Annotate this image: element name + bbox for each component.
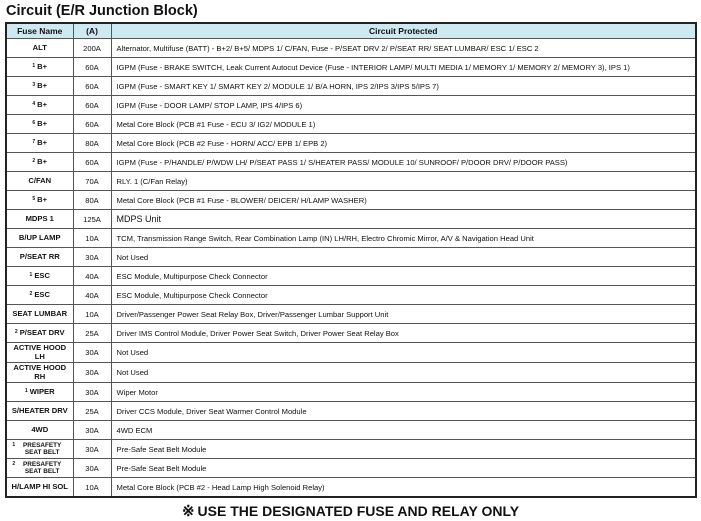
fuse-name-wrap [7, 233, 73, 244]
circuit-protected: Not Used [111, 248, 696, 267]
fuse-name: MDPS 1 [25, 213, 54, 223]
fuse-index: 7 [32, 138, 36, 145]
fuse-name-wrap [7, 290, 73, 301]
circuit-protected: Pre-Safe Seat Belt Module [111, 459, 696, 478]
circuit-protected: Driver/Passenger Power Seat Relay Box, Driver/Passenger Lumbar Support Unit [111, 305, 696, 324]
circuit-protected: TCM, Transmission Range Switch, Rear Combination Lamp (IN) LH/RH, Electro Chromic Mirror, A/V & Navigation Head Unit [111, 229, 696, 248]
fuse-index: 3 [32, 81, 36, 88]
fuse-index: 1 [29, 271, 33, 278]
page-title: Circuit (E/R Junction Block) [6, 3, 198, 19]
fuse-name-cell [6, 421, 73, 440]
circuit-protected: IGPM (Fuse - BRAKE SWITCH, Leak Current Autocut Device (Fuse - INTERIOR LAMP/ MULTI MEDIA 1/ MEMORY 1/ MEMORY 2/ MEMORY 3), IPS 1) [111, 58, 696, 77]
fuse-name-cell [6, 210, 73, 229]
table-header-row [6, 23, 696, 39]
fuse-name: S/HEATER DRV [11, 405, 68, 415]
fuse-name-cell [6, 440, 73, 459]
circuit-protected: IGPM (Fuse - SMART KEY 1/ SMART KEY 2/ MODULE 1/ B/A HORN, IPS 2/IPS 3/IPS 5/IPS 7) [111, 77, 696, 96]
table-row [6, 383, 696, 402]
fuse-name-cell [6, 191, 73, 210]
fuse-name-cell [6, 459, 73, 478]
fuse-name-cell [6, 286, 73, 305]
fuse-name-wrap [7, 157, 73, 168]
circuit-protected: ESC Module, Multipurpose Check Connector [111, 267, 696, 286]
fuse-ampere: 30A [73, 459, 111, 478]
fuse-name-cell [6, 229, 73, 248]
table-row [6, 248, 696, 267]
fuse-name: ALT [32, 42, 47, 52]
fuse-name-wrap [7, 460, 73, 477]
fuse-name: P/SEAT DRV [19, 327, 65, 337]
fuse-name-cell [6, 478, 73, 498]
fuse-index: 2 [12, 460, 16, 467]
table-row [6, 402, 696, 421]
fuse-name-cell [6, 383, 73, 402]
fuse-name-wrap [7, 343, 73, 362]
circuit-protected: Metal Core Block (PCB #2 - Head Lamp High Solenoid Relay) [111, 478, 696, 498]
fuse-name-wrap [7, 271, 73, 282]
fuse-name-wrap [7, 406, 73, 417]
fuse-name: P/SEAT RR [19, 251, 60, 261]
table-row [6, 39, 696, 58]
table-row [6, 459, 696, 478]
circuit-protected: ESC Module, Multipurpose Check Connector [111, 286, 696, 305]
fuse-name-cell [6, 402, 73, 421]
fuse-name-wrap [7, 195, 73, 206]
fuse-ampere: 60A [73, 115, 111, 134]
fuse-ampere: 60A [73, 77, 111, 96]
header-fuse-name: Fuse Name [6, 23, 73, 39]
fuse-index: 6 [32, 119, 36, 126]
fuse-ampere: 80A [73, 191, 111, 210]
fuse-name: B/UP LAMP [18, 232, 61, 242]
fuse-ampere: 30A [73, 440, 111, 459]
table-row [6, 210, 696, 229]
circuit-protected: Driver CCS Module, Driver Seat Warmer Control Module [111, 402, 696, 421]
table-row [6, 286, 696, 305]
fuse-name-wrap [7, 119, 73, 130]
fuse-name-wrap [7, 214, 73, 225]
fuse-ampere: 10A [73, 305, 111, 324]
fuse-ampere: 30A [73, 248, 111, 267]
fuse-name-wrap [7, 309, 73, 320]
fuse-ampere: 200A [73, 39, 111, 58]
fuse-name-wrap [7, 387, 73, 398]
table-row [6, 134, 696, 153]
fuse-name-wrap [7, 176, 73, 187]
circuit-protected: Alternator, Multifuse (BATT) - B+2/ B+5/ MDPS 1/ C/FAN, Fuse - P/SEAT DRV 2/ P/SEAT RR/ SEAT LUMBAR/ ESC 1/ ESC 2 [111, 39, 696, 58]
fuse-ampere: 40A [73, 286, 111, 305]
fuse-name-cell [6, 96, 73, 115]
fuse-name: ACTIVE HOOD LH [13, 343, 67, 361]
fuse-index: 2 [29, 290, 33, 297]
fuse-ampere: 10A [73, 478, 111, 498]
fuse-name: 4WD [31, 424, 49, 434]
fuse-index: 5 [32, 195, 36, 202]
circuit-protected: Pre-Safe Seat Belt Module [111, 440, 696, 459]
fuse-name-wrap [7, 363, 73, 382]
fuse-name: ESC [34, 289, 50, 299]
table-row [6, 229, 696, 248]
table-row [6, 324, 696, 343]
circuit-protected: Not Used [111, 363, 696, 383]
fuse-ampere: 60A [73, 58, 111, 77]
fuse-index: 1 [12, 441, 16, 448]
header-ampere: (A) [73, 23, 111, 39]
fuse-name: ESC [34, 270, 50, 280]
fuse-ampere: 60A [73, 153, 111, 172]
fuse-ampere: 30A [73, 343, 111, 363]
fuse-name-wrap [7, 482, 73, 493]
fuse-name: SEAT LUMBAR [12, 308, 68, 318]
fuse-index: 2 [32, 157, 36, 164]
table-row [6, 77, 696, 96]
fuse-index: 4 [32, 100, 36, 107]
fuse-name: B+ [37, 61, 48, 71]
fuse-name-cell [6, 153, 73, 172]
circuit-protected: Metal Core Block (PCB #2 Fuse - HORN/ ACC/ EPB 1/ EPB 2) [111, 134, 696, 153]
fuse-ampere: 30A [73, 421, 111, 440]
fuse-ampere: 60A [73, 96, 111, 115]
circuit-protected: IGPM (Fuse - P/HANDLE/ P/WDW LH/ P/SEAT PASS 1/ S/HEATER PASS/ MODULE 10/ SUNROOF/ P/DOOR DRV/ P/DOOR PASS) [111, 153, 696, 172]
fuse-table [5, 22, 697, 498]
table-row [6, 115, 696, 134]
fuse-ampere: 70A [73, 172, 111, 191]
circuit-protected: IGPM (Fuse - DOOR LAMP/ STOP LAMP, IPS 4/IPS 6) [111, 96, 696, 115]
fuse-ampere: 25A [73, 324, 111, 343]
fuse-ampere: 30A [73, 363, 111, 383]
fuse-name-cell [6, 343, 73, 363]
header-circuit-protected: Circuit Protected [111, 23, 696, 39]
circuit-protected: RLY. 1 (C/Fan Relay) [111, 172, 696, 191]
fuse-name-cell [6, 39, 73, 58]
circuit-protected: Wiper Motor [111, 383, 696, 402]
circuit-protected: Metal Core Block (PCB #1 Fuse - BLOWER/ DEICER/ H/LAMP WASHER) [111, 191, 696, 210]
fuse-name-cell [6, 58, 73, 77]
table-row [6, 440, 696, 459]
fuse-name-cell [6, 115, 73, 134]
circuit-protected: Not Used [111, 343, 696, 363]
table-row [6, 172, 696, 191]
fuse-name-wrap [7, 138, 73, 149]
fuse-name-wrap [7, 328, 73, 339]
fuse-name-cell [6, 77, 73, 96]
fuse-name: H/LAMP HI SOL [11, 481, 68, 491]
fuse-name: B+ [37, 99, 48, 109]
fuse-name: B+ [37, 80, 48, 90]
fuse-name-wrap [7, 43, 73, 54]
fuse-ampere: 80A [73, 134, 111, 153]
fuse-name-wrap [7, 100, 73, 111]
fuse-ampere: 25A [73, 402, 111, 421]
fuse-name: PRESAFETY SEAT BELT [22, 460, 62, 475]
reference-mark-icon: ※ [181, 503, 195, 520]
fuse-name-cell [6, 134, 73, 153]
fuse-name-cell [6, 267, 73, 286]
circuit-protected: MDPS Unit [111, 210, 696, 229]
fuse-name: PRESAFETY SEAT BELT [22, 441, 62, 456]
table-row [6, 267, 696, 286]
fuse-name-wrap [7, 62, 73, 73]
table-row [6, 58, 696, 77]
circuit-protected: Driver IMS Control Module, Driver Power Seat Switch, Driver Power Seat Relay Box [111, 324, 696, 343]
fuse-name: B+ [37, 194, 48, 204]
fuse-name-wrap [7, 252, 73, 263]
fuse-name-cell [6, 363, 73, 383]
fuse-name: B+ [37, 137, 48, 147]
fuse-name-cell [6, 248, 73, 267]
fuse-ampere: 10A [73, 229, 111, 248]
fuse-index: 1 [24, 387, 28, 394]
table-row [6, 421, 696, 440]
table-row [6, 153, 696, 172]
circuit-protected: 4WD ECM [111, 421, 696, 440]
fuse-name-cell [6, 324, 73, 343]
table-row [6, 96, 696, 115]
fuse-name-wrap [7, 425, 73, 436]
fuse-name: WIPER [29, 386, 55, 396]
fuse-index: 2 [14, 328, 18, 335]
footer-notice [0, 502, 701, 521]
fuse-name: ACTIVE HOOD RH [13, 363, 67, 381]
footer-text: USE THE DESIGNATED FUSE AND RELAY ONLY [197, 503, 520, 519]
table-row [6, 363, 696, 383]
fuse-ampere: 125A [73, 210, 111, 229]
fuse-name-wrap [7, 81, 73, 92]
table-row [6, 478, 696, 498]
fuse-name-cell [6, 305, 73, 324]
table-row [6, 305, 696, 324]
fuse-name-cell [6, 172, 73, 191]
fuse-index: 1 [32, 62, 36, 69]
fuse-ampere: 30A [73, 383, 111, 402]
table-row [6, 343, 696, 363]
fuse-name: B+ [37, 156, 48, 166]
fuse-ampere: 40A [73, 267, 111, 286]
fuse-name: C/FAN [28, 175, 52, 185]
fuse-name-wrap [7, 441, 73, 458]
fuse-name: B+ [37, 118, 48, 128]
table-row [6, 191, 696, 210]
circuit-protected: Metal Core Block (PCB #1 Fuse - ECU 3/ IG2/ MODULE 1) [111, 115, 696, 134]
